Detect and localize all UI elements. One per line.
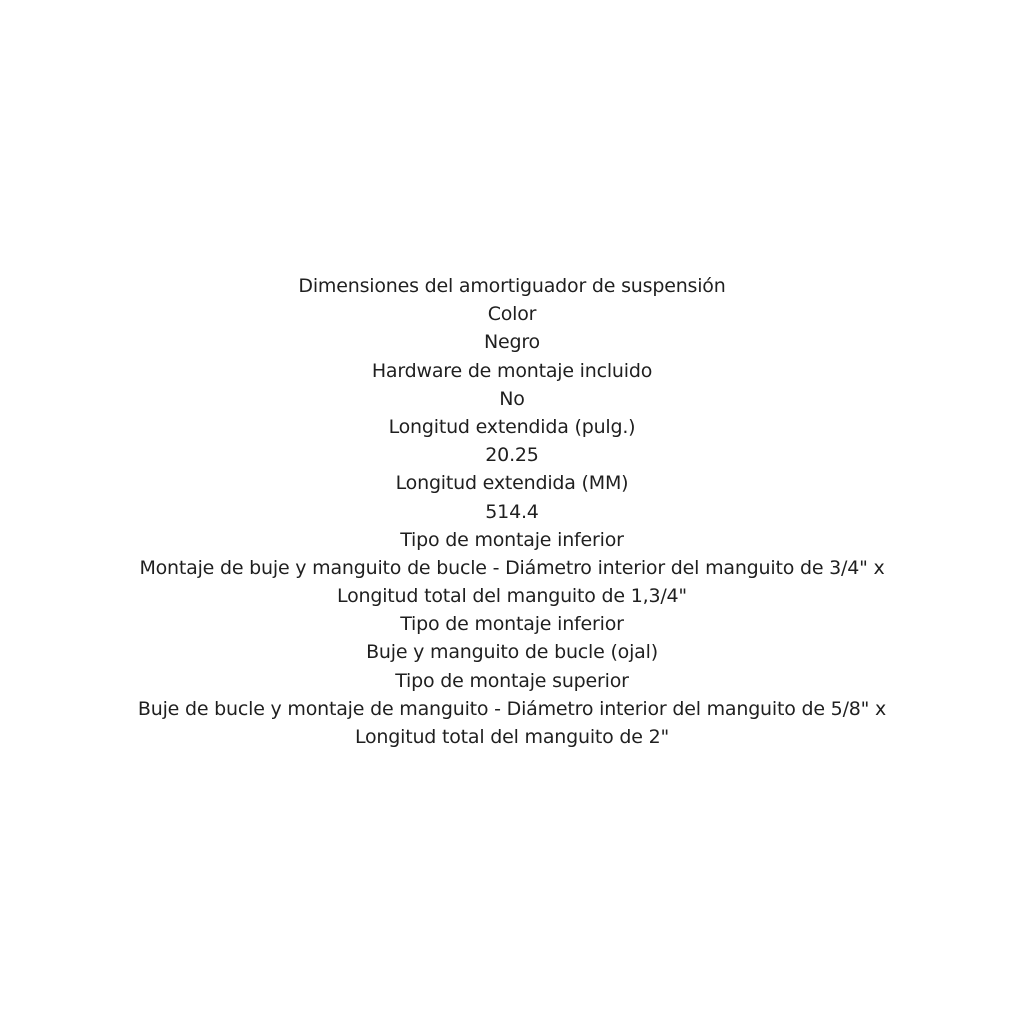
spec-value-lower-mount-type-line1: Montaje de buje y manguito de bucle - Diámetro interior del manguito de 3/4" x — [139, 556, 885, 579]
spec-value-extended-length-mm: 514.4 — [485, 500, 539, 523]
spec-label-color: Color — [487, 303, 537, 326]
spec-label-extended-length-mm: Longitud extendida (MM) — [395, 472, 629, 495]
spec-value-color: Negro — [484, 331, 540, 354]
spec-heading: Dimensiones del amortiguador de suspensión — [298, 275, 726, 297]
spec-label-extended-length-in: Longitud extendida (pulg.) — [388, 415, 636, 438]
spec-label-lower-mount-type-2: Tipo de montaje inferior — [400, 613, 624, 636]
spec-value-upper-mount-type-line1: Buje de bucle y montaje de manguito - Diámetro interior del manguito de 5/8" x — [137, 697, 887, 720]
spec-value-lower-mount-type-line2: Longitud total del manguito de 1,3/4" — [337, 585, 687, 608]
spec-value-lower-mount-type-2: Buje y manguito de bucle (ojal) — [366, 641, 658, 664]
spec-label-lower-mount-type: Tipo de montaje inferior — [400, 528, 624, 551]
spec-label-upper-mount-type: Tipo de montaje superior — [395, 669, 629, 692]
spec-value-extended-length-in: 20.25 — [485, 444, 539, 467]
spec-value-upper-mount-type-line2: Longitud total del manguito de 2" — [354, 726, 670, 748]
spec-sheet — [0, 272, 1024, 751]
spec-value-hardware: No — [499, 387, 525, 410]
spec-label-hardware: Hardware de montaje incluido — [371, 359, 653, 382]
